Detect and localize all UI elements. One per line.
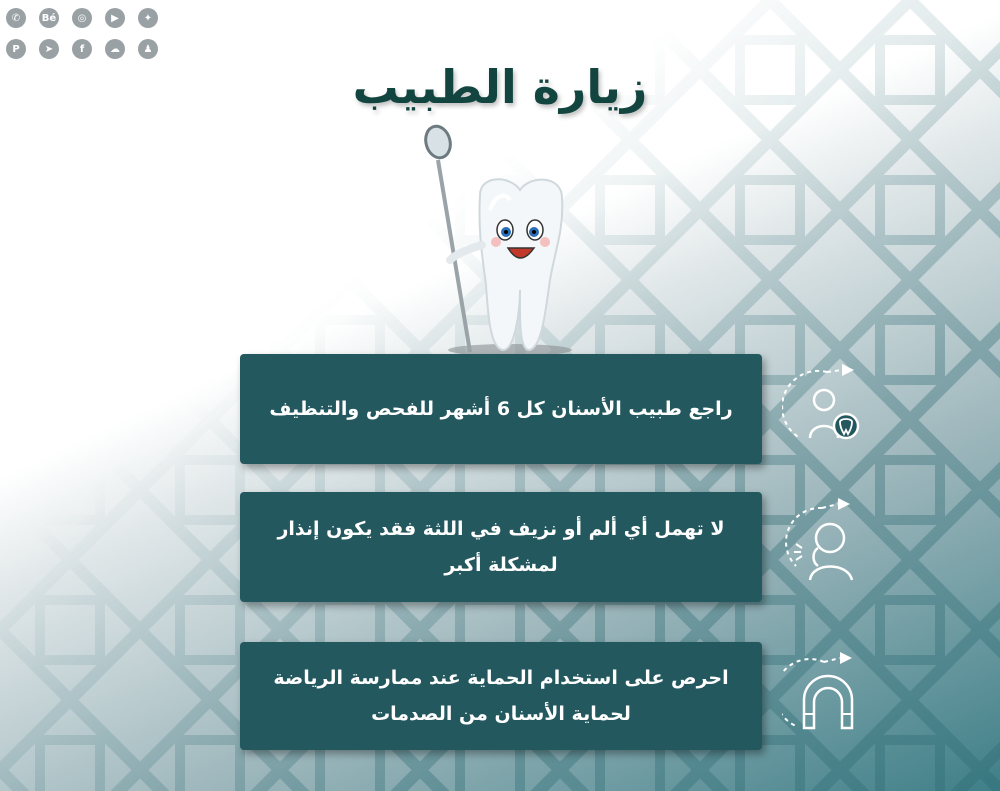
tip-card: احرص على استخدام الحماية عند ممارسة الرياضة لحماية الأسنان من الصدمات xyxy=(240,642,762,750)
toothache-icon xyxy=(782,496,872,586)
social-icons xyxy=(6,8,166,59)
tip-card: لا تهمل أي ألم أو نزيف في اللثة فقد يكون إنذار لمشكلة أكبر xyxy=(240,492,762,602)
youtube-icon[interactable]: ▶ xyxy=(105,8,125,28)
mouthguard-icon xyxy=(782,648,872,738)
dentist-icon xyxy=(782,360,872,450)
whatsapp-icon[interactable]: ✆ xyxy=(6,8,26,28)
tooth-mascot-icon xyxy=(410,120,610,360)
page-title: زيارة الطبيب xyxy=(352,60,648,114)
pinterest-icon[interactable]: P xyxy=(6,39,26,59)
instagram-icon[interactable]: ◎ xyxy=(72,8,92,28)
tip-card: راجع طبيب الأسنان كل 6 أشهر للفحص والتنظيف xyxy=(240,354,762,464)
snapchat-icon[interactable]: ♟ xyxy=(138,39,158,59)
behance-icon[interactable]: Bé xyxy=(39,8,59,28)
facebook-icon[interactable]: f xyxy=(72,39,92,59)
telegram-icon[interactable]: ➤ xyxy=(39,39,59,59)
cloud-icon[interactable]: ☁ xyxy=(105,39,125,59)
twitter-icon[interactable]: ✦ xyxy=(138,8,158,28)
